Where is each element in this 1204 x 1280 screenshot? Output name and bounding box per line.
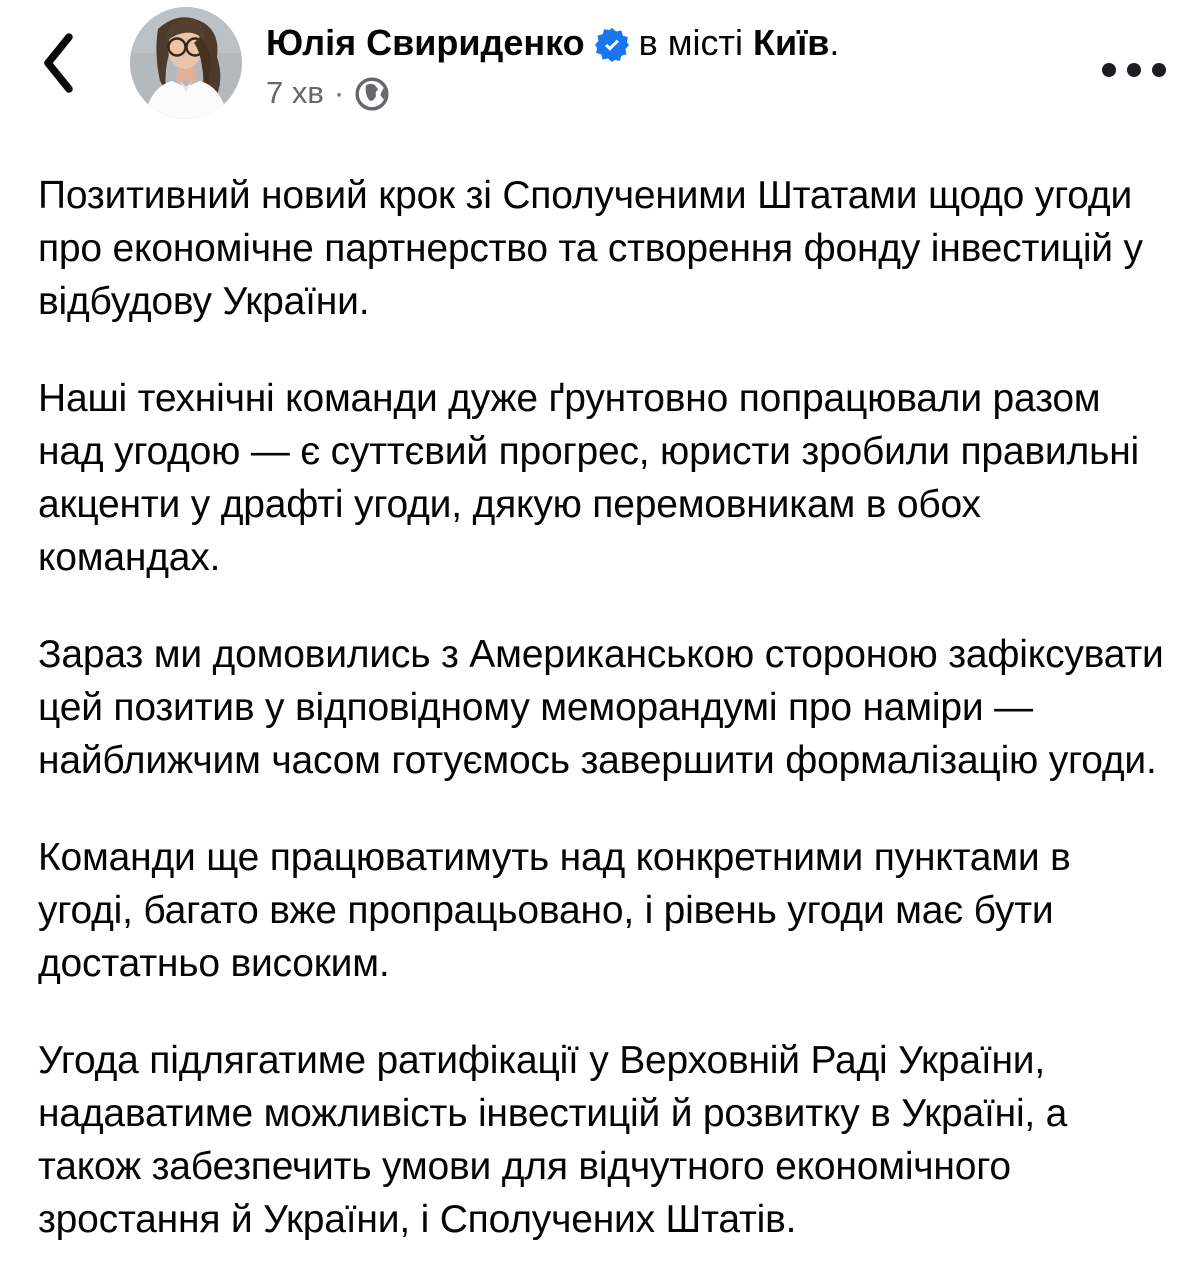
location-context-text: в місті — [638, 22, 744, 63]
verified-badge-icon — [595, 28, 629, 62]
post-content — [0, 169, 1204, 1246]
more-options-button[interactable] — [1102, 57, 1166, 83]
post-paragraph-2: Наші технічні команди дуже ґрунтовно попрацювали разом над угодою — є суттєвий прогрес, юристи зробили правильні акценти у драфті угоди, дякую перемовникам в обох командах. — [38, 377, 1139, 579]
author-name[interactable]: Юлія Свириденко — [266, 22, 585, 63]
ellipsis-icon — [1102, 63, 1116, 77]
post-paragraph-1: Позитивний новий крок зі Сполученими Штатами щодо угоди про економічне партнерство та створення фонду інвестицій у відбудову України. — [38, 174, 1143, 323]
meta-dot-separator: · — [333, 75, 345, 110]
avatar-portrait — [130, 7, 242, 119]
avatar[interactable] — [130, 7, 242, 119]
post-paragraph-5: Угода підлягатиме ратифікації у Верховній Раді України, надаватиме можливість інвестицій й розвитку в Україні, а також забезпечить умови для відчутного економічного зростання й України, і Сполучених Штатів. — [38, 1039, 1068, 1241]
post-paragraph-4: Команди ще працюватимуть над конкретними пунктами в угоді, багато вже пропрацьовано, і рівень угоди має бути достатньо високим. — [38, 836, 1071, 985]
name-line — [266, 20, 1102, 66]
timestamp: 7 хв — [266, 75, 324, 110]
post-meta — [266, 74, 1102, 112]
post-paragraph-3: Зараз ми домовились з Американською стороною зафіксувати цей позитив у відповідному меморандумі про наміри — найближчим часом готуємось завершити формалізацію угоди. — [38, 633, 1164, 782]
back-button[interactable] — [28, 7, 88, 119]
post-header — [0, 0, 1204, 119]
header-text — [266, 7, 1102, 112]
globe-public-icon — [354, 76, 390, 112]
chevron-left-icon — [41, 32, 75, 94]
name-line-period: . — [829, 22, 840, 63]
location-link[interactable]: Київ — [753, 22, 830, 63]
